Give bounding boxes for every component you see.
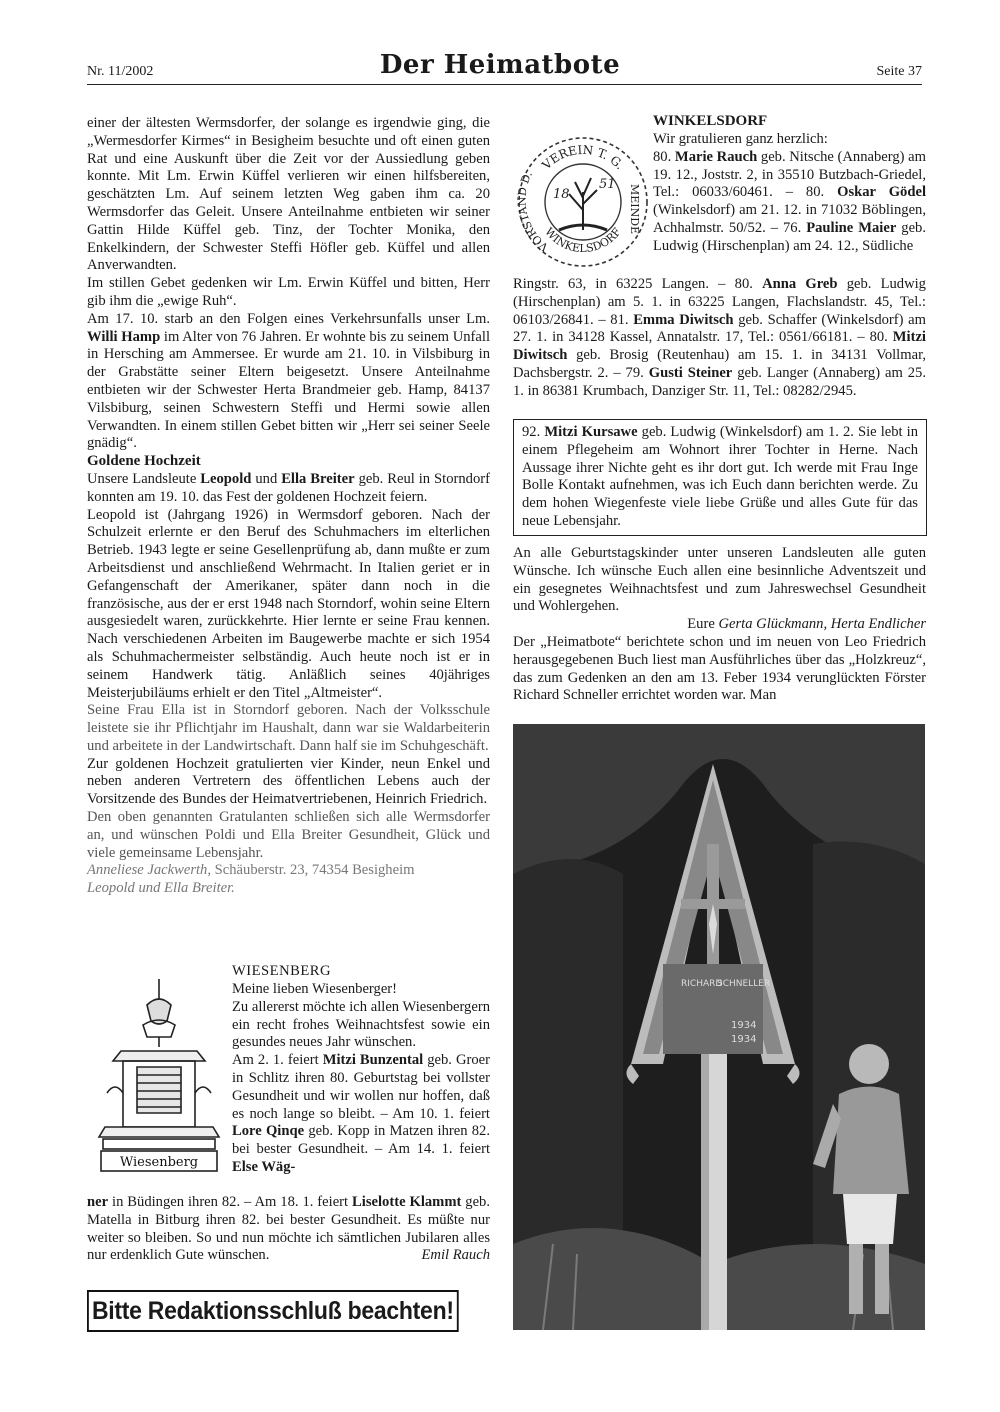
golden-wedding-title: Goldene Hochzeit — [87, 453, 201, 470]
signature-rauch: Emil Rauch — [421, 1247, 490, 1264]
signature-jackwerth: Anneliese Jackwerth, Schäuberstr. 23, 74354 Besigheim — [87, 862, 415, 879]
plaque-name-2: SCHNELLER — [717, 979, 771, 989]
masthead-title: Der Heimatbote — [379, 50, 621, 80]
winkelsdorf-title: WINKELSDORF — [653, 113, 768, 129]
plaque-name-1: RICHARD — [681, 979, 723, 989]
svg-text:VEREIN T. G. — [539, 143, 627, 173]
deadline-banner: Bitte Redaktionsschluß beachten! — [87, 1290, 459, 1332]
left-column — [87, 115, 490, 898]
wiesenberg-title: WIESENBERG — [232, 963, 332, 979]
signature-breiter: Leopold und Ella Breiter. — [87, 880, 235, 897]
kursawe-box: 92. Mitzi Kursawe geb. Ludwig (Winkelsdorf) am 1. 2. Sie lebt in einem Pflegeheim am Wohnort ihrer Tochter in Herne. Nach Aussage ihrer Nichte geht es ihr dort gut. Ich werde mit Frau Inge Bolle Kontakt aufnehmen, was ich Euch dann berichten werde. Zu dem hohen Wiegenfeste viele liebe Grüße und alles Gute für das neue Lebensjahr. — [513, 419, 927, 536]
wiesenberg-wishes: Zu allererst möchte ich allen Wiesenbergern ein recht frohes Weihnachtsfest sowie ein gesundes neues Jahr wünschen. — [232, 998, 490, 1051]
name-willi-hamp: Willi Hamp — [87, 328, 161, 345]
stamp-text-top: VEREIN T. G. — [539, 142, 627, 173]
golden-wedding-ella: Seine Frau Ella ist in Storndorf geboren. Nach der Volksschule leistete sie ihr Pflichtjahr im Haushalt, dann war sie Waldarbeiterin und arbeitete in der Landwirtschaft. Dann half sie im Schuhgeschäft. — [87, 702, 490, 754]
stamp-number-2: 51 — [599, 177, 616, 192]
issue-number: Nr. 11/2002 — [87, 64, 154, 79]
winkelsdorf-wishes: An alle Geburtstagskinder unter unseren Landsleuten alle guten Wünsche. Ich wünsche Euch allen eine besinnliche Adventszeit und ein gesegnetes Weihnachtsfest und zum Jahreswechsel Gesundheit und Wohlergehen. — [513, 545, 926, 615]
golden-wedding-wishes: Den oben genannten Gratulanten schließen sich alle Wermsdorfer an, und wünschen Poldi und Ella Breiter Gesundheit, Glück und viele gemeinsame Lebensjahr. — [87, 809, 490, 861]
photo-holzkreuz — [513, 724, 925, 1330]
wiesenberg-birthdays: Am 2. 1. feiert Mitzi Bunzental geb. Groer in Schlitz ihren 80. Geburtstag bei vollster Gesundheit und wir wollen nur hoffen, daß es noch lange so bleibt. – Am 10. 1. feiert Lore Qinqe geb. Kopp in Matzen ihren 82. bei bester Gesundheit. – Am 14. 1. feiert Else Wäg- — [232, 1052, 490, 1175]
golden-wedding-congrats: Zur goldenen Hochzeit gratulierten vier Kinder, neun Enkel und neben anderen Vertretern des öffentlichen Lebens auch der Vorsitzende des Bundes der Heimatvertriebenen, Heinrich Friedrich. — [87, 755, 490, 808]
golden-wedding-intro: Unsere Landsleute Leopold und Ella Breiter geb. Reul in Storndorf konnten am 19. 10. das Fest der goldenen Hochzeit feiern. — [87, 470, 490, 505]
stamp-text-bottom: WINKELSDORF — [542, 225, 624, 256]
page-number: Seite 37 — [876, 64, 922, 79]
wiesenberg-emblem-label: Wiesenberg — [119, 1155, 199, 1170]
wiesenberg-continued: ner in Büdingen ihren 82. – Am 18. 1. feiert Liselotte Klammt geb. Matella in Bitburg ihren 82. bei bester Gesundheit. Es müßte nur weiter so bleiben. So und nun möchte ich sämtlichen Jubilaren alles nur erdenklich Gute wünschen. Emil Rauch — [87, 1194, 491, 1264]
wiesenberg-text — [232, 981, 490, 1177]
stamp-text-right: MEINDE — [628, 184, 641, 235]
wiesenberg-emblem — [87, 975, 232, 1175]
plaque-year-1: 1934 — [731, 1020, 757, 1031]
winkelsdorf-greeting: Wir gratulieren ganz herzlich: — [653, 131, 828, 147]
signature-glueckmann: Eure Gerta Glückmann, Herta Endlicher — [687, 616, 926, 633]
winkelsdorf-stamp — [513, 132, 653, 272]
winkelsdorf-intro — [653, 131, 926, 256]
header-rule — [87, 84, 922, 85]
obituary-prayer: Im stillen Gebet gedenken wir Lm. Erwin Küffel und bitten, Herr gib ihm die „ewige Ruh“. — [87, 275, 490, 309]
winkelsdorf-closing — [513, 545, 926, 705]
winkelsdorf-birthdays-1: 80. Marie Rauch geb. Nitsche (Annaberg) am 19. 12., Joststr. 2, in 35510 Butzbach-Griedel, Tel.: 06033/60461. – 80. Oskar Gödel (Winkelsdorf) am 21. 12. in 71032 Böblingen, Achhalmstr. 50/52. – 76. Pauline Maier geb. Ludwig (Hirschenplan) am 24. 12., Südliche — [653, 148, 927, 254]
golden-wedding-leopold: Leopold ist (Jahrgang 1926) in Wermsdorf geboren. Nach der Schulzeit erlernte er den Beruf des Schuhmachers im elterlichen Betrieb. 1943 legte er seine Gesellenprüfung ab, dann mußte er zum Arbeitsdienst und anschließend Wehrmacht. In Italien geriet er in Gefangenschaft der Amerikaner, später dann noch in die französische, aus der er erst 1948 nach Storndorf, wohin seine Eltern ausgesiedelt waren, zurückkehrte. Hier lernte er seine Frau kennen. Nach verschiedenen Arbeiten im Baugewerbe machte er sich 1954 als Schuhmachermeister selbständig. Auch heute noch ist er in seinem Handwerk tätig. Anläßlich seines 40jähriges Meisterjubiläums erhielt er den Titel „Altmeister“. — [87, 506, 490, 701]
winkelsdorf-birthdays-2: Ringstr. 63, in 63225 Langen. – 80. Anna Greb geb. Ludwig (Hirschenplan) am 5. 1. in 63225 Langen, Flachslandstr. 45, Tel.: 06103/26841. – 81. Emma Diwitsch geb. Schaffer (Winkelsdorf) am 27. 1. in 34128 Kassel, Annatalstr. 17, Tel.: 0561/66181. – 80. Mitzi Diwitsch geb. Brosig (Reutenhau) am 15. 1. in 34131 Vollmar, Dachsbergstr. 2. – 79. Gusti Steiner geb. Langer (Annaberg) am 25. 1. in 86381 Krumbach, Danziger Str. 11, Tel.: 08282/2945. — [513, 276, 926, 399]
stamp-text-left: VORSTAND D. — [515, 168, 551, 254]
holzkreuz-paragraph: Der „Heimatbote“ berichtete schon und im neuen von Leo Friedrich herausgegebenen Buch liest man Ausführliches über das „Holzkreuz“, das zum Gedenken an den am 13. Feber 1934 verunglückten Förster Richard Schneller errichtet worden war. Man — [513, 633, 926, 704]
obituary-hamp: Am 17. 10. starb an den Folgen eines Verkehrsunfalls unser Lm. Willi Hamp im Alter von 76 Jahren. Er wohnte bis zu seinem Unfall in Hersching am Ammersee. Er wurde am 21. 10. in Vilsbiburg in der Grabstätte seiner Eltern beigesetzt. Unsere Anteilnahme entbieten wir der Schwester Herta Brandmeier geb. Hamp, 84137 Vilsbiburg, seinen Schwestern Steffi und Hermi sowie allen Verwandten. In einem stillen Gebet bitten wir „Herr sei seiner Seele gnädig“. — [87, 310, 490, 452]
wiesenberg-greeting: Meine lieben Wiesenberger! — [232, 981, 398, 997]
stamp-number-1: 18 — [553, 187, 570, 202]
obituary-kueffel: einer der ältesten Wermsdorfer, der solange es irgendwie ging, die „Wermesdorfer Kirmes“ in Besigheim besuchte und oft einen guten Rat und eine Auskunft über die Zeit vor der Aussiedlung geben konnte. Mit Lm. Erwin Küffel verlieren wir einen hilfsbereiten, geschätzten Lm. Auf seinem letzten Weg gaben ihm ca. 20 Wermsdorfer das Geleit. Unsere Anteilnahme entbieten wir seiner Gattin Hilde Küffel geb. Tinz, der Tochter Monika, den Enkelkindern, der Schwester Steffi Höfler geb. Küffel und allen Anverwandten. — [87, 115, 490, 274]
plaque-year-2: 1934 — [731, 1034, 757, 1045]
